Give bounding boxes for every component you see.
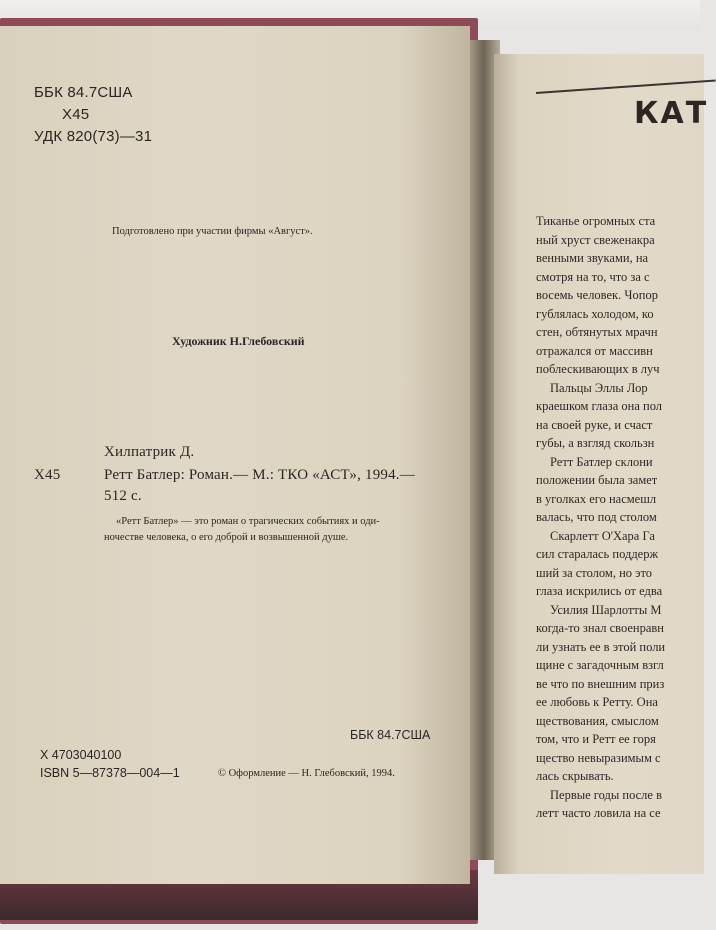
right-page — [494, 54, 709, 874]
right-page-line: Тиканье огромных ста — [536, 214, 656, 228]
design-credit: © Оформление — Н. Глебовский, 1994. — [218, 768, 395, 779]
right-page-line: когда-то знал своенравн — [536, 621, 664, 635]
right-page-line: в уголках его насмешл — [536, 491, 657, 506]
right-page-line: поблескивающих в луч — [536, 362, 660, 376]
bbk-code: ББК 84.7США — [34, 84, 133, 101]
left-page — [0, 26, 470, 884]
right-page-line: стен, обтянутых мрачн — [536, 325, 658, 339]
right-page-line: глаза искрились от едва — [536, 584, 663, 598]
right-page-line: губы, а взгляд скользн — [536, 436, 655, 450]
right-page-line: гублялась холодом, ко — [536, 306, 654, 321]
right-page-line: щине с загадочным взгл — [536, 658, 664, 672]
shelf-code: Х45 — [34, 467, 61, 483]
right-page-line: Скарлетт О'Хара Га — [550, 528, 655, 543]
right-page-line: щество невыразимым с — [536, 750, 661, 765]
bottom-bbk: ББК 84.7США — [350, 728, 431, 742]
right-page-line: ный хруст свеженакра — [536, 232, 655, 247]
right-page-line: валась, что под столом — [536, 510, 657, 524]
right-page-line: том, что и Ретт ее горя — [536, 732, 656, 746]
right-page-line: Первые годы после в — [550, 787, 662, 802]
right-page-line: восемь человек. Чопор — [536, 288, 658, 302]
right-page-line: ве что по внешним приз — [536, 676, 665, 691]
right-page-line: сил старалась поддерж — [536, 547, 659, 561]
author-name: Хилпатрик Д. — [104, 444, 195, 460]
right-page-line: ли узнать ее в этой поли — [536, 639, 666, 654]
artist-credit: Художник Н.Глебовский — [172, 334, 305, 348]
bottom-code: Х 4703040100 — [40, 748, 122, 762]
page-count: 512 с. — [104, 488, 142, 504]
bibliographic-line: Ретт Батлер: Роман.— М.: ТКО «АСТ», 1994.— — [104, 467, 415, 483]
index-code: Х45 — [62, 106, 90, 123]
annotation-line-2: ночестве человека, о его доброй и возвышенной душе. — [104, 532, 349, 543]
right-page-line: венными звуками, на — [536, 251, 649, 265]
right-page-line: летт часто ловила на се — [536, 806, 661, 820]
isbn: ISBN 5—87378—004—1 — [40, 766, 180, 780]
right-page-line: лась скрывать. — [536, 769, 614, 783]
annotation-line-1: «Ретт Батлер» — это роман о трагических событиях и оди- — [116, 516, 380, 527]
right-page-line: на своей руке, и счаст — [536, 417, 653, 432]
chapter-heading: КАТ — [634, 96, 709, 131]
right-page-line: смотря на то, что за с — [536, 269, 650, 284]
prepared-note: Подготовлено при участии фирмы «Август». — [112, 226, 313, 237]
right-page-line: Ретт Батлер склони — [550, 454, 653, 469]
right-page-line: ществования, смыслом — [536, 713, 659, 728]
right-page-line: ший за столом, но это — [536, 565, 653, 580]
right-page-line: краешком глаза она пол — [536, 399, 663, 413]
right-page-line: Усилия Шарлотты М — [550, 602, 662, 617]
heading-rule — [536, 79, 716, 94]
right-page-line: Пальцы Эллы Лор — [550, 380, 648, 395]
right-page-line: ее любовь к Ретту. Она — [536, 695, 658, 709]
right-page-line: отражался от массивн — [536, 343, 653, 358]
udk-code: УДК 820(73)—31 — [34, 128, 153, 145]
right-page-line: положении была замет — [536, 473, 658, 487]
